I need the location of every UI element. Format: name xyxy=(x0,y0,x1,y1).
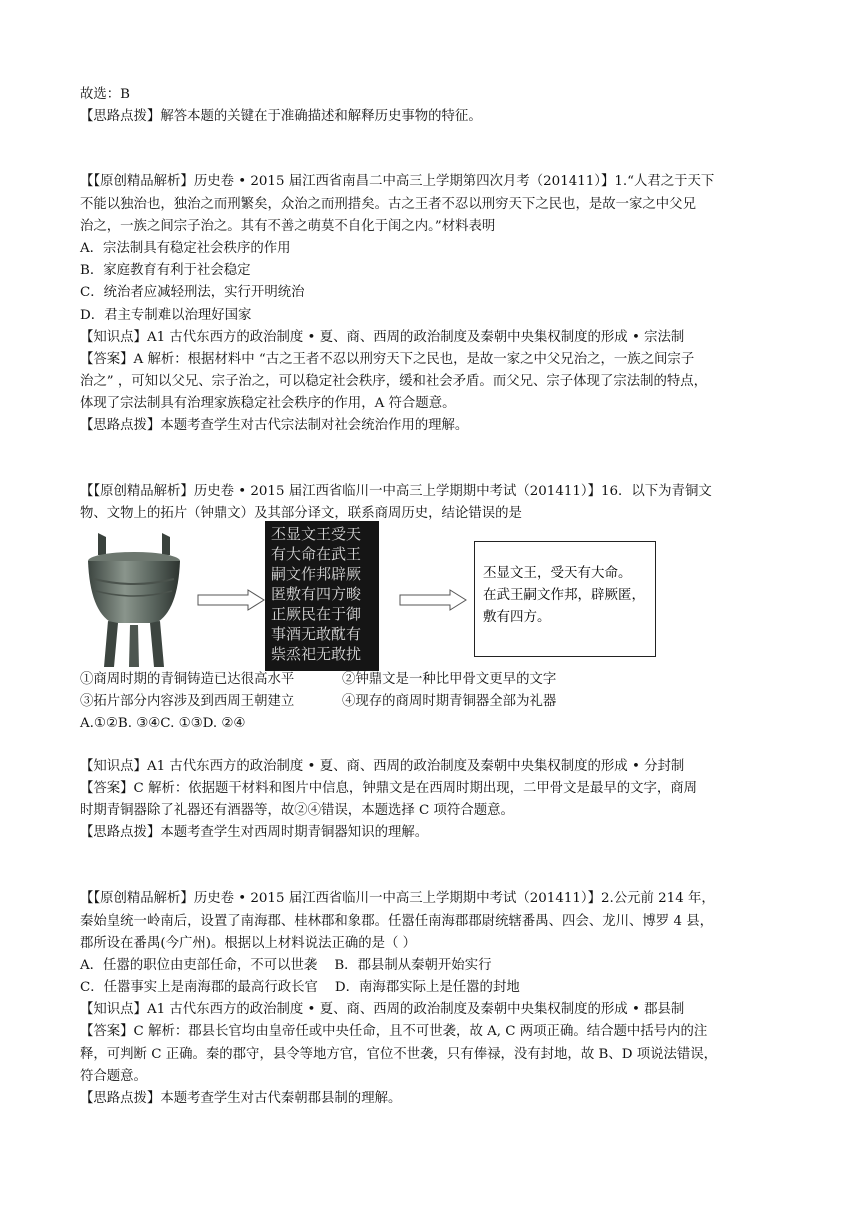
q16-items-row1 xyxy=(80,669,792,691)
q2-knowledge-point: 【知识点】A1 古代东西方的政治制度 • 夏、商、西周的政治制度及秦朝中央集权制度的形成 • 郡县制 xyxy=(80,1002,685,1018)
arrow-icon xyxy=(398,588,468,612)
q1-knowledge-point: 【知识点】A1 古代东西方的政治制度 • 夏、商、西周的政治制度及秦朝中央集权制度的形成 • 宗法制 xyxy=(80,329,685,345)
q16-item2: ②钟鼎文是一种比甲骨文更早的文字 xyxy=(342,672,557,687)
q1-option-c: C．统治者应减轻刑法，实行开明统治 xyxy=(80,285,305,301)
q2-answer-line1: 【答案】C 解析：郡县长官均由皇帝任或中央任命，且不可世袭，故 A, C 两项正确。结合题中括号内的注 xyxy=(80,1024,708,1040)
rubbing-image xyxy=(265,521,379,671)
q16-answer-line2: 时期青铜器除了礼器还有酒器等，故②④错误，本题选择 C 项符合题意。 xyxy=(80,802,514,818)
bronze-figure xyxy=(80,527,792,669)
q16-items-row2 xyxy=(80,691,792,713)
answer-choice-line: 故选：B xyxy=(80,87,131,102)
svg-text:有大命在武王: 有大命在武王 xyxy=(271,545,362,563)
q1-option-b: B．家庭教育有利于社会稳定 xyxy=(80,263,251,279)
tip-line: 【思路点拨】解答本题的关键在于准确描述和解释历史事物的特征。 xyxy=(80,109,482,125)
q1-stem-line2: 不能以独治也，独治之而刑繁矣，众治之而刑措矣。古之王者不忍以刑穷天下之民也，是故一家之中父兄 xyxy=(80,196,696,212)
q1-option-a: A．宗法制具有稳定社会秩序的作用 xyxy=(80,240,291,256)
svg-text:祡烝祀无敢扰: 祡烝祀无敢扰 xyxy=(271,645,362,663)
q1-stem-line3: 治之，一族之间宗子治之。其有不善之萌莫不自化于闺之内。”材料表明 xyxy=(80,218,496,234)
q1-answer-line1: 【答案】A 解析：根据材料中 “古之王者不忍以刑穷天下之民也，是故一家之中父兄治之，一族之间宗子 xyxy=(80,351,695,367)
q1-answer-line2: 治之” ，可知以父兄、宗子治之，可以稳定社会秩序，缓和社会矛盾。而父兄、宗子体现了宗法制的特点， xyxy=(80,374,708,390)
q16-item4: ④现存的商周时期青铜器全部为礼器 xyxy=(342,694,557,710)
q16-stem-line2: 物、文物上的拓片（钟鼎文）及其部分译文，联系商周历史，结论错误的是 xyxy=(80,505,522,521)
q16-answer-line1: 【答案】C 解析：依据题干材料和图片中信息，钟鼎文是在西周时期出现，二甲骨文是最早的文字，商周 xyxy=(80,780,698,796)
translation-box xyxy=(474,541,656,657)
q1-answer-line3: 体现了宗法制具有治理家族稳定社会秩序的作用，A 符合题意。 xyxy=(80,396,456,412)
q2-stem-line3: 郡所设在番禺(今广州)。根据以上材料说法正确的是（ ） xyxy=(80,935,417,951)
q16-stem-line1: 【【原创精品解析】历史卷 • 2015 届江西省临川一中高三上学期期中考试（201411）】16．以下为青铜文 xyxy=(80,483,712,499)
svg-text:正厥民在于御: 正厥民在于御 xyxy=(271,605,362,623)
q16-knowledge-point: 【知识点】A1 古代东西方的政治制度 • 夏、商、西周的政治制度及秦朝中央集权制度的形成 • 分封制 xyxy=(80,758,685,774)
svg-text:事酒无敢酖有: 事酒无敢酖有 xyxy=(271,625,362,643)
q16-choices: A.①②B. ③④C. ①③D. ②④ xyxy=(80,716,246,732)
svg-text:嗣文作邦辟厥: 嗣文作邦辟厥 xyxy=(271,565,362,583)
q2-answer-line2: 释，可判断 C 正确。秦的郡守，县令等地方官，官位不世袭，只有俸禄，没有封地，故 B、D 项说法错误， xyxy=(80,1046,718,1062)
q16-item1: ①商周时期的青铜铸造已达很高水平 xyxy=(80,672,295,687)
q1-option-d: D．君主专制难以治理好国家 xyxy=(80,307,252,323)
q2-stem-line2: 秦始皇统一岭南后，设置了南海郡、桂林郡和象郡。任嚣任南海郡郡尉统辖番禺、四会、龙川、博罗 4 县， xyxy=(80,913,713,929)
q16-item3: ③拓片部分内容涉及到西周王朝建立 xyxy=(80,694,295,710)
q1-tip: 【思路点拨】本题考查学生对古代宗法制对社会统治作用的理解。 xyxy=(80,418,469,434)
translation-line: 敷有四方。 xyxy=(483,609,551,625)
q1-stem-line1: 【【原创精品解析】历史卷 • 2015 届江西省南昌二中高三上学期第四次月考（201411）】1.“人君之于天下 xyxy=(80,174,715,190)
svg-text:丕显文王受天: 丕显文王受天 xyxy=(271,525,362,543)
translation-line: 丕显文王，受天有大命。 xyxy=(483,565,632,581)
document-page xyxy=(80,84,792,1110)
bronze-ding-image xyxy=(84,527,184,669)
arrow-icon xyxy=(196,588,266,612)
rubbing-glyphs xyxy=(265,521,379,671)
q2-options-cd: C．任嚣事实上是南海郡的最高行政长官 D．南海郡实际上是任嚣的封地 xyxy=(80,980,520,996)
q2-answer-line3: 符合题意。 xyxy=(80,1068,147,1084)
translation-line: 在武王嗣文作邦，辟厥匿， xyxy=(483,587,645,603)
q2-options-ab: A．任嚣的职位由吏部任命，不可以世袭 B．郡县制从秦朝开始实行 xyxy=(80,957,492,973)
q2-tip: 【思路点拨】本题考查学生对古代秦朝郡县制的理解。 xyxy=(80,1091,402,1106)
q16-tip: 【思路点拨】本题考查学生对西周时期青铜器知识的理解。 xyxy=(80,825,429,841)
svg-text:匿敷有四方畯: 匿敷有四方畯 xyxy=(271,585,362,603)
q2-stem-line1: 【【原创精品解析】历史卷 • 2015 届江西省临川一中高三上学期期中考试（201411）】2.公元前 214 年， xyxy=(80,891,715,907)
